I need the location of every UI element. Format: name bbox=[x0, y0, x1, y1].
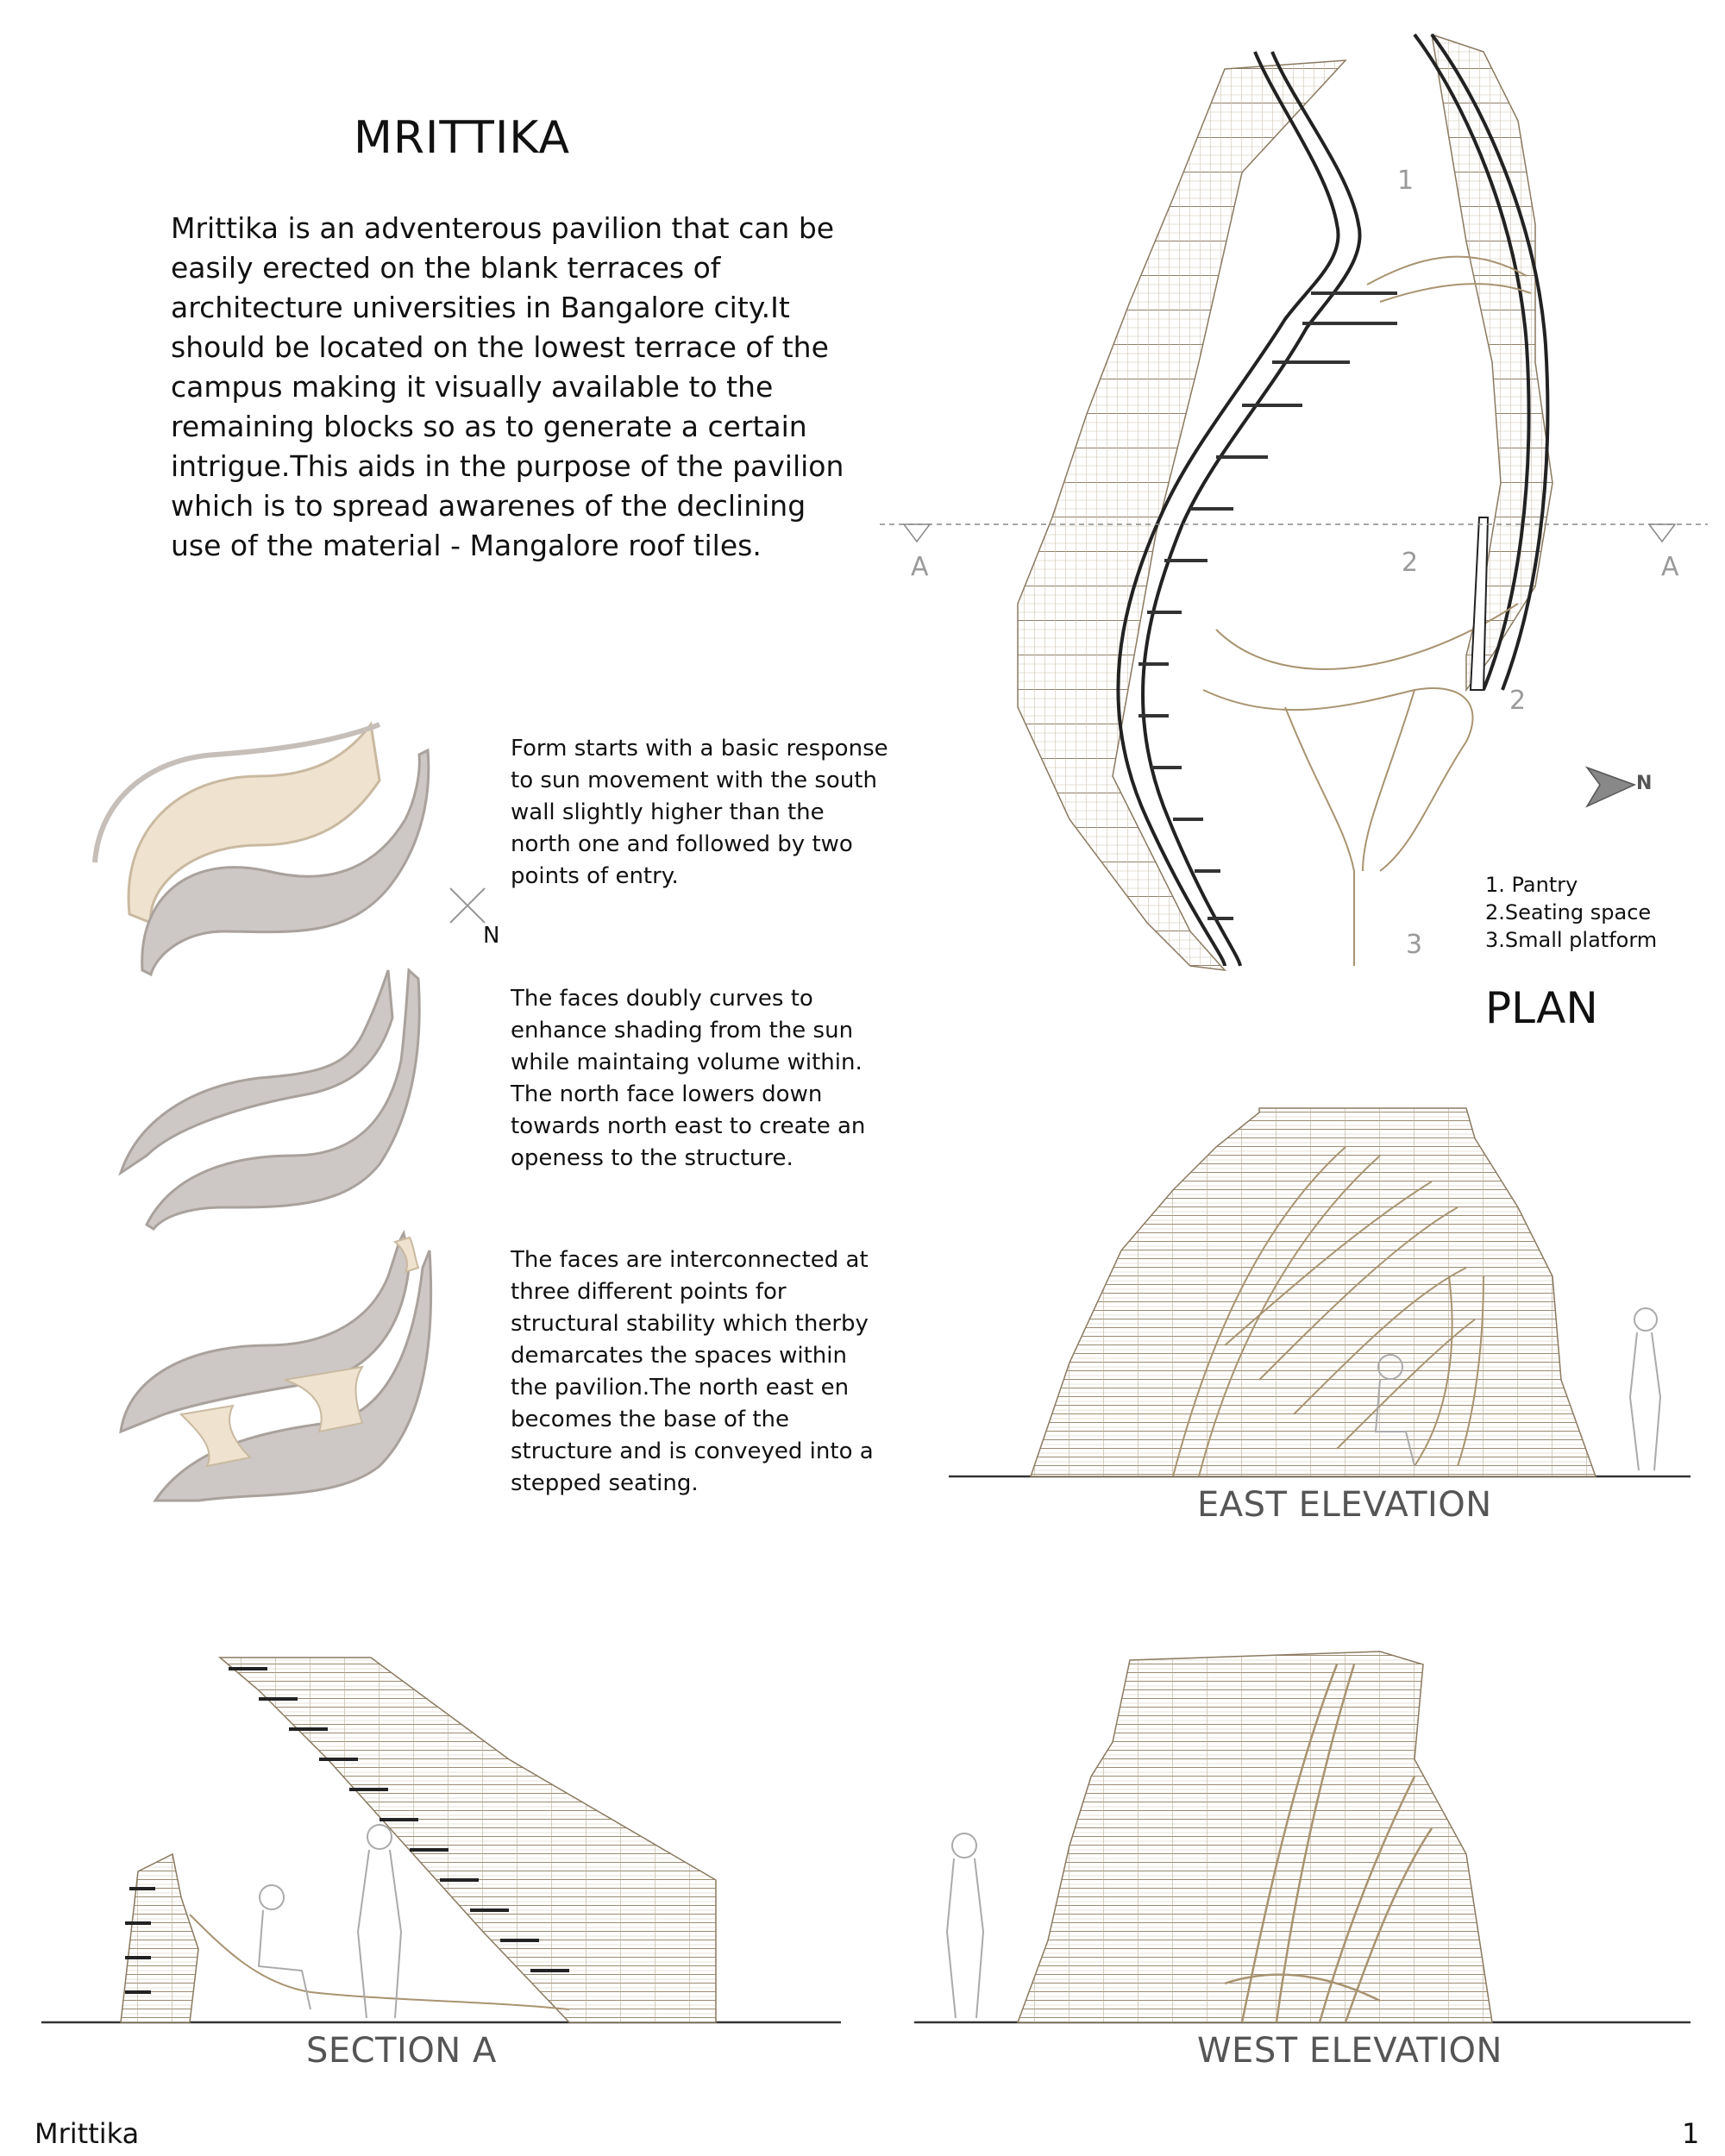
legend-item-seating: 2.Seating space bbox=[1485, 900, 1652, 924]
zone-label-seating-1: 2 bbox=[1402, 548, 1419, 578]
step-3-text: The faces are interconnected at three different points for structural stability which therby demarcates the spaces within the pavilion.The north east en becomes the base of the structure and is conveyed into a stepped seating. bbox=[511, 1247, 874, 1496]
zone-label-pantry: 1 bbox=[1397, 166, 1414, 196]
section-a-caption: SECTION A bbox=[306, 2031, 497, 2071]
north-arrow-icon bbox=[1587, 768, 1634, 806]
step-1-text: Form starts with a basic response to sun movement with the south wall slightly higher than the north one and followed by two points of entry. bbox=[511, 736, 888, 889]
plan-caption: PLAN bbox=[1485, 983, 1598, 1033]
legend-item-platform: 3.Small platform bbox=[1485, 928, 1658, 952]
zone-label-platform: 3 bbox=[1406, 930, 1423, 960]
section-marker-left: A bbox=[911, 552, 929, 582]
plan-north-label: N bbox=[1636, 773, 1653, 794]
section-a-drawing bbox=[41, 1658, 841, 2022]
intro-paragraph: Mrittika is an adventerous pavilion that can be easily erected on the blank terraces of architecture universities in Bangalore city.It should be located on the lowest terrace of the campus making it visually available to the remaining blocks so as to generate a certain intrigue.This aids in the purpose of the pavilion which is to spread awarenes of the declining use of the material - Mangalore roof tiles. bbox=[171, 211, 844, 562]
step-2-text: The faces doubly curves to enhance shading from the sun while maintaing volume within. The north face lowers down towards north east to create an openess to the structure. bbox=[511, 986, 866, 1171]
east-elevation-drawing bbox=[949, 1108, 1690, 1476]
person-standing-icon bbox=[358, 1825, 401, 2018]
compass-north-label: N bbox=[483, 923, 500, 949]
west-elevation-caption: WEST ELEVATION bbox=[1197, 2031, 1502, 2071]
west-elevation-drawing bbox=[914, 1651, 1690, 2022]
form-diagram-1 bbox=[95, 724, 429, 975]
compass-icon bbox=[450, 888, 485, 923]
plan-drawing bbox=[880, 34, 1708, 970]
footer-page-number: 1 bbox=[1682, 2117, 1700, 2150]
legend-item-pantry: 1. Pantry bbox=[1485, 873, 1578, 897]
zone-label-seating-2: 2 bbox=[1509, 686, 1527, 716]
footer-project-name: Mrittika bbox=[34, 2117, 140, 2150]
person-standing-icon bbox=[947, 1833, 983, 2018]
section-marker-right: A bbox=[1661, 552, 1679, 582]
form-diagram-3 bbox=[121, 1233, 431, 1501]
east-elevation-caption: EAST ELEVATION bbox=[1197, 1485, 1492, 1525]
person-standing-icon bbox=[1630, 1308, 1660, 1470]
form-diagram-2 bbox=[121, 970, 419, 1229]
page-title: MRITTIKA bbox=[354, 112, 571, 164]
